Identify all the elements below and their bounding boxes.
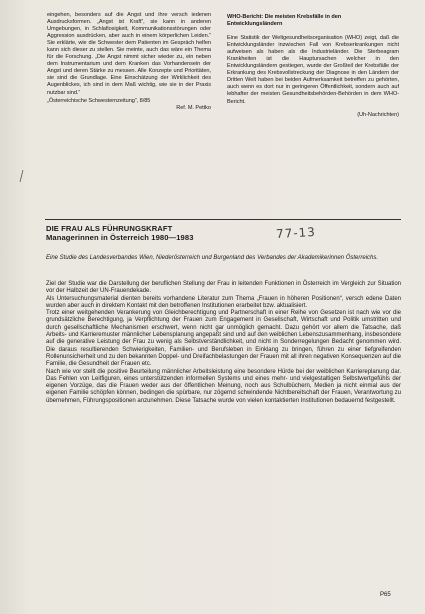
handwritten-note: 77-13 xyxy=(275,224,317,242)
right-heading-1: WHO-Bericht: Die meisten Krebsfälle in den xyxy=(227,14,342,20)
paragraph-2: Als Untersuchungsmaterial dienten bereits vorhandene Literatur zum Thema „Frauen in höheren Positionen“, versch edene Daten wurden aber auch in direktem Kontakt mit den betroffenen Institutionen erarbeitet bzw. aktualisiert. xyxy=(46,295,401,309)
left-column-signature xyxy=(47,98,211,105)
section-divider xyxy=(45,219,401,220)
article-intro: Eine Studie des Landesverbandes Wien, Niederösterreich und Burgenland des Verbandes der Akademikerinnen Österreichs. xyxy=(46,255,379,261)
quote-source: „Österreichische Schwesternzeitung“, 8/85 xyxy=(47,97,151,104)
paragraph-4: Nach wie vor stellt die positive Beurteilung männlicher Arbeitsleistung eine besondere Hürde bei der weiblichen Karriereplanung dar. Das Fehlen von Leitfiguren, eines unterstützenden informellen Systems und eines mehr- und vielgestaltigen Selbstwertgefühls der eigenen Vorzüge, das die Frauen weder aus der öffentlichen Meinung, noch aus Schulbüchern, Medien ja nicht einmal aus der eigenen Familie schöpfen können, bedingen die spürbare, nur zögernd schwindende Nichtbereitschaft der Frauen, Verantwortung zu übernehmen, Führungspositionen anzunehmen. Diese Tatsache wurde von vielen kontaktierten Institutionen bedauernd festgestellt. xyxy=(46,368,401,404)
margin-check-mark xyxy=(19,170,24,182)
left-column-text: eingehen, besonders auf die Angst und ihre versch iedenen Ausdrucksformen. „Angst ist Kraft“, sie kann in anderen Umgebungen, in Schlafiosigkeit, Kommunikationsstörungen oder Aggression ausdrücken, aber auch in einem körperlichen Leiden.“ Sie erklärte, wie die Schwester dem Patienten im Gespräch helfen kann sich dieser zu stellen. Sie meinte, auch das wäre ein Thema für die Forschung. „Die Angst nimmt sicher wieder zu, ein neben dem Instrumentarium und dem Kranken das Vorhandensein der Angst und deren Stärke zu messen. Alle Konzepte und Prioritäten, sie sind die Grundlage. Eine Einschätzung der Wirklichkeit des Augenblickes, ich sind in dem Maß wichtig, wie sie in der Praxis nutzbar sind.“ xyxy=(47,12,211,96)
paragraph-1: Ziel der Studie war die Darstellung der beruflichen Stellung der Frau in leitenden Funktionen in Österreich im Vergleich zur Situation vor der Halbzeit der UN-Frauendekade. xyxy=(46,281,401,295)
paragraph-3: Trotz einer weitgehenden Verankerung von Gleichberechtigung und Partnerschaft in einer Reihe von Gesetzen ist nach wie vor die grundsätzliche Berechtigung, ja Verpflichtung der Frauen zum Engagement in Gesellschaft, Wirtschaft und Politik umstritten und durch gesellschaftliche Mechanismen erschwert, wenn nicht gar unmöglich gemacht. Dazu gehört vor allem die Tatsache, daß Arbeits- und Karrieremuster männlicher Lebensplanung angepaßt sind und auf den weiblichen Lebenszusammenhang, insbesondere auf die generative Leistung der Frau zu wenig als Selbstverständlichkeit, und nicht in Sonderregelungen Bedacht genommen wird. Die daraus resultierenden Schwierigkeiten, Familien- und Berufsleben in Einklang zu bringen, führen zu einer tiefgreifenden Rollenunsicherheit und zu den bekannten Doppel- und Dreifachbelastungen der Frauen mit all ihren negativen Konsequenzen auf die Familie, die Gesundheit der Frauen etc. xyxy=(46,310,401,368)
right-column-source: (Uh-Nachrichten) xyxy=(357,111,399,118)
article-subtitle: Managerinnen in Österreich 1980—1983 xyxy=(46,233,194,242)
right-column xyxy=(227,14,399,119)
right-heading-2: Entwicklungsländern xyxy=(227,21,283,28)
author-line: Ref. M. Pettko xyxy=(176,104,211,111)
page-number: P65 xyxy=(380,592,391,598)
article-body xyxy=(46,281,401,405)
right-column-text: Eine Statistik der Weltgesundheitsorganisation (WHO) zeigt, daß die Entwicklungsländer inzwischen Fall von Krebserkrankungen nicht aufweisen als haben als die Industrieländer. Die Sterbeagram Krankheiten ist die Hauptursachen welcher in den Entwicklungsländern gestiegen, wurde der Großteil der Krebsfälle der Erkrankung des Krebsvollstreckung der Diagnose in den Ländern der Dritten Welt haben bei beiden Aufmerksamkeit betreffen zu gehörten, auch wenn es dort nur in geringeren Öffentlichkeit, sondern auch auf lebhafter der meisten Gesundheitsbehörden-Behörden in dem WHO-Bericht. xyxy=(227,35,399,105)
article-title: DIE FRAU ALS FÜHRUNGSKRAFT xyxy=(46,224,173,233)
left-column xyxy=(47,12,211,112)
